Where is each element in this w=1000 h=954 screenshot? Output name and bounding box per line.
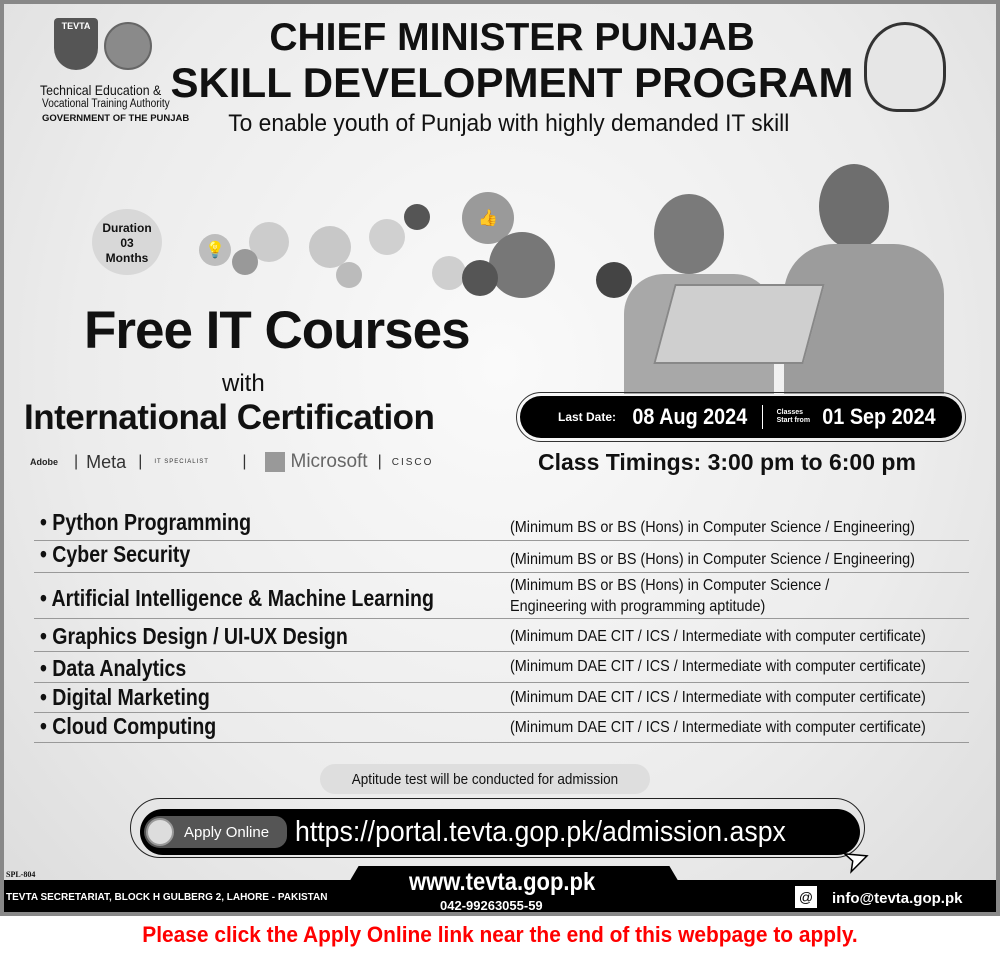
course-row <box>34 713 969 743</box>
course-name: • Python Programming <box>40 509 252 535</box>
phone-icon <box>432 256 466 290</box>
apply-url-text[interactable]: https://portal.tevta.gop.pk/admission.aspx <box>295 815 786 848</box>
duration-badge <box>92 209 162 275</box>
course-name: • Cloud Computing <box>40 713 217 739</box>
dates-pill <box>516 392 966 442</box>
email-icon: @ <box>795 886 817 908</box>
course-name: • Artificial Intelligence & Machine Learning <box>40 585 434 611</box>
footer-address: TEVTA SECRETARIAT, BLOCK H GULBERG 2, LAHORE - PAKISTAN <box>6 892 328 903</box>
microsoft-logo-icon <box>265 452 285 472</box>
classes-start-label2: Start from <box>776 417 811 424</box>
last-date-label: Last Date: <box>558 410 617 424</box>
adobe-logo: Adobe <box>30 457 58 467</box>
title-line2: SKILL DEVELOPMENT PROGRAM <box>170 59 854 106</box>
meta-logo: Meta <box>86 451 127 472</box>
cisco-logo: CISCO <box>391 456 434 468</box>
classes-start-label1: Classes <box>776 409 804 416</box>
last-date-value: 08 Aug 2024 <box>632 404 748 429</box>
hand-click-icon <box>146 818 174 846</box>
students-photo <box>604 154 954 394</box>
org-name-line2: Vocational Training Authority <box>42 98 170 110</box>
apply-notice: Please click the Apply Online link near the end of this webpage to apply. <box>142 922 858 947</box>
org-government: GOVERNMENT OF THE PUNJAB <box>42 113 190 124</box>
course-requirement: (Minimum DAE CIT / ICS / Intermediate with computer certificate) <box>510 628 926 645</box>
course-row <box>34 619 969 652</box>
punjab-emblem <box>864 22 946 112</box>
course-row <box>34 541 969 573</box>
headline-with: with <box>222 370 265 397</box>
course-name: • Data Analytics <box>40 655 187 681</box>
headline-certification: International Certification <box>24 398 435 437</box>
megaphone-icon <box>489 232 555 298</box>
course-name: • Graphics Design / UI-UX Design <box>40 623 348 649</box>
ref-code: SPL-804 <box>6 870 36 879</box>
course-requirement: (Minimum DAE CIT / ICS / Intermediate with computer certificate) <box>510 719 926 736</box>
it-specialist-logo: IT SPECIALIST <box>154 459 209 465</box>
aptitude-text: Aptitude test will be conducted for admission <box>351 770 619 788</box>
course-requirement-line2: Engineering with programming aptitude) <box>510 598 766 615</box>
footer-email[interactable]: info@tevta.gop.pk <box>832 890 963 907</box>
chart-icon <box>232 249 258 275</box>
course-row <box>34 509 969 541</box>
subtitle: To enable youth of Punjab with highly demanded IT skill <box>228 110 790 137</box>
course-name: • Digital Marketing <box>40 684 210 710</box>
duration-value: 03 <box>120 236 134 250</box>
course-requirement: (Minimum BS or BS (Hons) in Computer Science / Engineering) <box>510 551 915 568</box>
classes-start-value: 01 Sep 2024 <box>822 404 936 429</box>
gear-icon <box>404 204 430 230</box>
course-requirement: (Minimum DAE CIT / ICS / Intermediate with computer certificate) <box>510 689 926 706</box>
title-line1: CHIEF MINISTER PUNJAB <box>269 16 755 59</box>
footer-website[interactable]: www.tevta.gop.pk <box>409 868 596 896</box>
apply-url-link[interactable] <box>140 809 860 855</box>
aptitude-note <box>320 764 650 794</box>
course-requirement: (Minimum DAE CIT / ICS / Intermediate with computer certificate) <box>510 658 926 675</box>
microsoft-logo: Microsoft <box>290 451 368 472</box>
person-icon <box>336 262 362 288</box>
partner-logos: Adobe | Meta | IT SPECIALIST | Microsoft | CISCO <box>30 451 434 472</box>
headline-free-it-courses: Free IT Courses <box>84 301 470 360</box>
course-row <box>34 573 969 619</box>
cursor-arrow-icon: ➤ <box>839 839 875 880</box>
apply-online-label: Apply Online <box>184 823 270 841</box>
apply-online-button[interactable] <box>144 816 287 848</box>
course-row <box>34 652 969 683</box>
course-requirement: (Minimum BS or BS (Hons) in Computer Science / <box>510 577 830 594</box>
document-icon <box>462 260 498 296</box>
tevta-logo-text: TEVTA <box>61 21 91 31</box>
duration-label: Duration <box>102 221 152 235</box>
course-name: • Cyber Security <box>40 541 191 567</box>
course-requirement: (Minimum BS or BS (Hons) in Computer Science / Engineering) <box>510 519 915 536</box>
org-name: Technical Education & <box>40 82 162 98</box>
lightbulb-icon: 💡 <box>199 234 231 266</box>
class-timings: Class Timings: 3:00 pm to 6:00 pm <box>538 449 916 475</box>
laptop-icon <box>369 219 405 255</box>
course-row <box>34 683 969 713</box>
duration-unit: Months <box>105 251 149 265</box>
thumbs-up-icon: 👍 <box>462 192 514 244</box>
footer-phone: 042-99263055-59 <box>440 898 543 913</box>
